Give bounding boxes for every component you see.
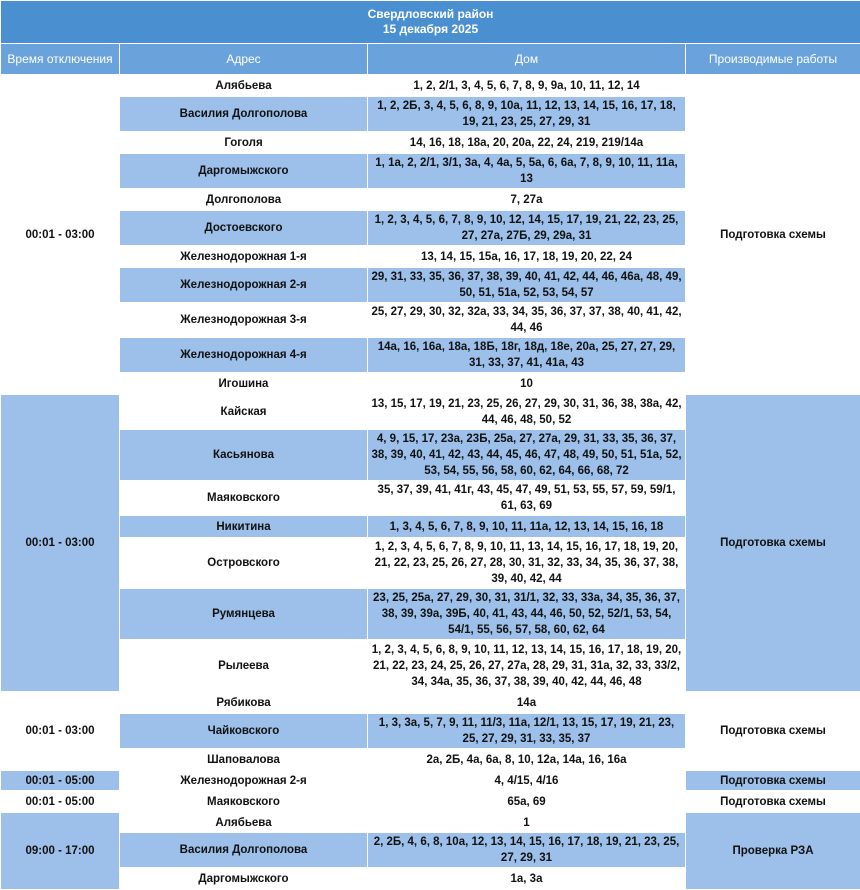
house-numbers: 13, 15, 17, 19, 21, 23, 25, 26, 27, 29, 30, 31, 36, 38, 38а, 42, 44, 46, 48, 50, 52	[368, 395, 686, 430]
street-address: Румянцева	[120, 589, 368, 640]
house-numbers: 2а, 2Б, 4а, 6а, 8, 10, 12а, 14а, 16, 16а	[368, 749, 686, 771]
header-houses: Дом	[368, 44, 686, 75]
street-address: Касьянова	[120, 430, 368, 481]
street-address: Рылеева	[120, 640, 368, 692]
street-address: Даргомыжского	[120, 154, 368, 189]
table-body	[1, 75, 860, 890]
house-numbers: 1, 3, 4, 5, 6, 7, 8, 9, 10, 11, 11а, 12, 13, 14, 15, 16, 18	[368, 516, 686, 538]
house-numbers: 65а, 69	[368, 791, 686, 813]
street-address: Железнодорожная 2-я	[120, 268, 368, 303]
house-numbers: 1, 1а, 2, 2/1, 3/1, 3а, 4, 4а, 5, 5а, 6, 6а, 7, 8, 9, 10, 11, 11а, 13	[368, 154, 686, 189]
outage-time: 00:01 - 03:00	[1, 395, 120, 692]
header-address: Адрес	[120, 44, 368, 75]
house-numbers: 1, 2, 3, 4, 5, 6, 7, 8, 9, 10, 12, 14, 15, 17, 19, 21, 22, 23, 25, 27, 27а, 27Б, 29, 29а, 31	[368, 211, 686, 246]
house-numbers: 10	[368, 373, 686, 395]
outage-time: 09:00 - 17:00	[1, 813, 120, 890]
street-address: Алябьева	[120, 75, 368, 97]
work-type: Проверка РЗА	[686, 813, 860, 890]
street-address: Василия Долгополова	[120, 833, 368, 868]
outage-time: 00:01 - 05:00	[1, 791, 120, 813]
street-address: Василия Долгополова	[120, 97, 368, 132]
street-address: Долгополова	[120, 189, 368, 211]
house-numbers: 25, 27, 29, 30, 32, 32а, 33, 34, 35, 36, 37, 37, 38, 40, 41, 42, 44, 46	[368, 303, 686, 338]
house-numbers: 1а, 3а	[368, 868, 686, 890]
house-numbers: 2, 2Б, 4, 6, 8, 10а, 12, 13, 14, 15, 16, 17, 18, 19, 21, 23, 25, 27, 29, 31	[368, 833, 686, 868]
house-numbers: 29, 31, 33, 35, 36, 37, 38, 39, 40, 41, 42, 44, 46, 46а, 48, 49, 50, 51, 51а, 52, 53, 54, 57	[368, 268, 686, 303]
house-numbers: 1, 3, 3а, 5, 7, 9, 11, 11/3, 11а, 12/1, 13, 15, 17, 19, 21, 23, 25, 27, 29, 31, 33, 35, 37	[368, 714, 686, 749]
header-works: Производимые работы	[686, 44, 860, 75]
outage-time: 00:01 - 03:00	[1, 692, 120, 771]
street-address: Железнодорожная 3-я	[120, 303, 368, 338]
street-address: Железнодорожная 2-я	[120, 771, 368, 791]
street-address: Даргомыжского	[120, 868, 368, 890]
house-numbers: 13, 14, 15, 15а, 16, 17, 18, 19, 20, 22, 24	[368, 246, 686, 268]
table-row	[1, 692, 860, 714]
house-numbers: 4, 4/15, 4/16	[368, 771, 686, 791]
work-type: Подготовка схемы	[686, 771, 860, 791]
house-numbers: 23, 25, 25а, 27, 29, 30, 31, 31/1, 32, 33, 33а, 34, 35, 36, 37, 38, 39, 39а, 39Б, 40, 41, 43, 44, 46, 50, 52, 52/1, 53, 54, 54/1, 55, 56, 57, 58, 60, 62, 64	[368, 589, 686, 640]
street-address: Алябьева	[120, 813, 368, 833]
work-type: Подготовка схемы	[686, 692, 860, 771]
street-address: Игошина	[120, 373, 368, 395]
street-address: Гоголя	[120, 132, 368, 154]
house-numbers: 14а, 16, 16а, 18а, 18Б, 18г, 18д, 18е, 20а, 25, 27, 27, 29, 31, 33, 37, 41, 41а, 43	[368, 338, 686, 373]
street-address: Чайковского	[120, 714, 368, 749]
work-type: Подготовка схемы	[686, 395, 860, 692]
schedule-date: 15 декабря 2025	[4, 22, 857, 37]
work-type: Подготовка схемы	[686, 791, 860, 813]
house-numbers: 14, 16, 18, 18а, 20, 20а, 22, 24, 219, 219/14а	[368, 132, 686, 154]
table-title	[1, 1, 860, 44]
table-row	[1, 395, 860, 430]
house-numbers: 35, 37, 39, 41, 41г, 43, 45, 47, 49, 51, 53, 55, 57, 59, 59/1, 61, 63, 69	[368, 481, 686, 516]
house-numbers: 14а	[368, 692, 686, 714]
house-numbers: 1, 2, 2/1, 3, 4, 5, 6, 7, 8, 9, 9а, 10, 11, 12, 14	[368, 75, 686, 97]
street-address: Кайская	[120, 395, 368, 430]
street-address: Достоевского	[120, 211, 368, 246]
table-row	[1, 771, 860, 791]
street-address: Маяковского	[120, 481, 368, 516]
table-row	[1, 791, 860, 813]
street-address: Шаповалова	[120, 749, 368, 771]
header-time: Время отключения	[1, 44, 120, 75]
outage-time: 00:01 - 03:00	[1, 75, 120, 395]
street-address: Железнодорожная 4-я	[120, 338, 368, 373]
street-address: Железнодорожная 1-я	[120, 246, 368, 268]
outage-time: 00:01 - 05:00	[1, 771, 120, 791]
work-type: Подготовка схемы	[686, 75, 860, 395]
table-row	[1, 813, 860, 833]
street-address: Рябикова	[120, 692, 368, 714]
house-numbers: 1, 2, 2Б, 3, 4, 5, 6, 8, 9, 10а, 11, 12, 13, 14, 15, 16, 17, 18, 19, 21, 23, 25, 27, 29, 31	[368, 97, 686, 132]
house-numbers: 7, 27а	[368, 189, 686, 211]
house-numbers: 1, 2, 3, 4, 5, 6, 8, 9, 10, 11, 12, 13, 14, 15, 16, 17, 18, 19, 20, 21, 22, 23, 24, 25, 26, 27, 27а, 28, 29, 31, 31а, 32, 33, 33/2, 34, 34а, 35, 36, 37, 38, 39, 40, 42, 44, 46, 48	[368, 640, 686, 692]
street-address: Никитина	[120, 516, 368, 538]
district-title: Свердловский район	[4, 7, 857, 22]
street-address: Маяковского	[120, 791, 368, 813]
house-numbers: 1	[368, 813, 686, 833]
table-row	[1, 75, 860, 97]
house-numbers: 4, 9, 15, 17, 23а, 23Б, 25а, 27, 27а, 29, 31, 33, 35, 36, 37, 38, 39, 40, 41, 42, 43, 44, 45, 46, 47, 48, 49, 50, 51, 51а, 52, 53, 54, 55, 56, 58, 60, 62, 64, 66, 68, 72	[368, 430, 686, 481]
house-numbers: 1, 2, 3, 4, 5, 6, 7, 8, 9, 10, 11, 13, 14, 15, 16, 17, 18, 19, 20, 21, 22, 23, 25, 26, 27, 28, 30, 31, 32, 33, 34, 35, 36, 37, 38, 39, 40, 42, 44	[368, 538, 686, 589]
street-address: Островского	[120, 538, 368, 589]
